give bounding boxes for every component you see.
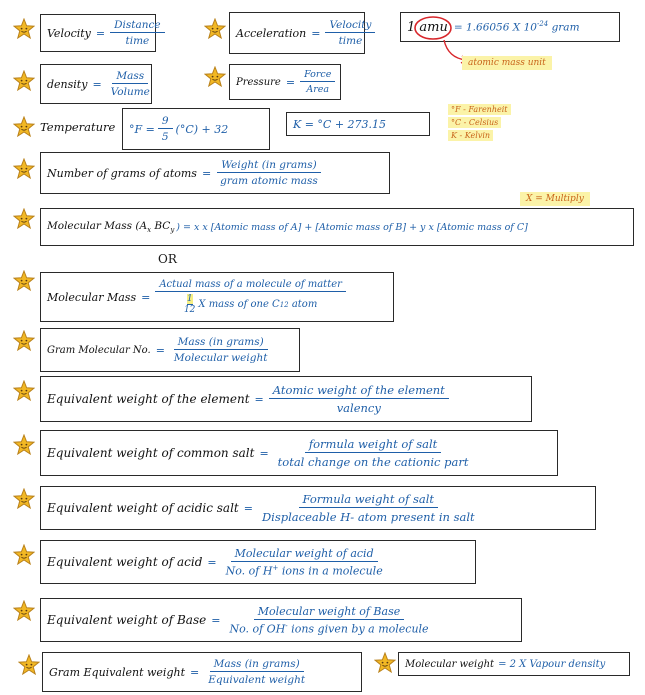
- or-text: OR: [158, 252, 177, 266]
- equivalent-weight-element-label: Equivalent weight of the element: [47, 392, 250, 406]
- star-icon: [13, 18, 35, 40]
- amu-annotation: atomic mass unit: [462, 56, 552, 70]
- pressure-denominator: Area: [306, 84, 330, 95]
- pressure-formula: [229, 64, 341, 100]
- star-icon: [13, 600, 35, 622]
- molecular-mass-label: Molecular Mass ($A_x$ $BC_y$: [47, 219, 175, 235]
- star-icon: [13, 208, 35, 230]
- star-icon: [204, 18, 226, 40]
- equivalent-weight-acid-label: Equivalent weight of acid: [47, 555, 203, 569]
- gram-molecular-numerator: Mass (in grams): [174, 336, 268, 350]
- velocity-numerator: Distance: [110, 19, 165, 33]
- molecular-mass-rhs: ) = x x [Atomic mass of A] + [Atomic mass of B] + y x [Atomic mass of C]: [176, 221, 528, 233]
- kelvin-formula: [286, 112, 430, 136]
- equals-sign: =: [254, 392, 264, 406]
- molecular-weight-rhs: = 2 X Vapour density: [498, 658, 606, 670]
- equivalent-weight-acid-denominator: No. of H+ ions in a molecule: [225, 563, 383, 578]
- equals-sign: =: [207, 555, 217, 569]
- equivalent-weight-acid-numerator: Molecular weight of acid: [231, 547, 378, 562]
- temp-legend-3: K - Kelvin: [448, 130, 493, 141]
- fahrenheit-formula: [122, 108, 270, 150]
- molecular-weight-label: Molecular weight: [405, 658, 495, 670]
- star-icon: [13, 544, 35, 566]
- density-numerator: Mass: [112, 70, 148, 84]
- molecular-mass-alt-numerator: Actual mass of a molecule of matter: [155, 279, 346, 292]
- gram-equivalent-numerator: Mass (in grams): [210, 658, 304, 672]
- multiply-note: X = Multiply: [520, 192, 590, 206]
- amu-value: = 1.66056 X $10^{-24}$ gram: [453, 20, 580, 34]
- molecular-mass-formula: [40, 208, 634, 246]
- equivalent-weight-salt-formula: [40, 430, 558, 476]
- acceleration-numerator: Velocity: [325, 19, 375, 33]
- fahrenheit-lhs: °F =: [129, 122, 155, 136]
- pressure-label: Pressure: [236, 76, 281, 88]
- equivalent-weight-salt-numerator: formula weight of salt: [305, 437, 441, 453]
- star-icon: [204, 66, 226, 88]
- equivalent-weight-element-denominator: valency: [336, 401, 381, 415]
- acceleration-formula: [229, 12, 372, 54]
- star-icon: [13, 158, 35, 180]
- molecular-mass-alt-formula: [40, 272, 394, 322]
- star-icon: [13, 380, 35, 402]
- equivalent-weight-element-numerator: Atomic weight of the element: [269, 383, 449, 399]
- molecular-weight-formula: [398, 652, 630, 676]
- star-icon: [13, 434, 35, 456]
- equivalent-weight-salt-denominator: total change on the cationic part: [277, 455, 469, 469]
- pressure-numerator: Force: [300, 69, 335, 82]
- star-icon: [13, 488, 35, 510]
- velocity-formula: [40, 14, 161, 52]
- equivalent-weight-salt-label: Equivalent weight of common salt: [47, 446, 255, 460]
- star-icon: [13, 116, 35, 138]
- density-denominator: Volume: [110, 86, 150, 98]
- grams-of-atoms-label: Number of grams of atoms: [47, 166, 197, 180]
- equivalent-weight-element-formula: [40, 376, 532, 422]
- gram-molecular-formula: [40, 328, 300, 372]
- molecular-mass-alt-denominator: 1 12 X mass of one C 12 atom: [183, 294, 318, 315]
- density-formula: [40, 64, 152, 104]
- temp-legend-1: °F - Farenheit: [448, 104, 511, 115]
- gram-equivalent-formula: [42, 652, 362, 692]
- equals-sign: =: [190, 665, 200, 679]
- acceleration-denominator: time: [338, 35, 363, 47]
- gram-equivalent-label: Gram Equivalent weight: [49, 665, 185, 679]
- fahrenheit-frac-den: 5: [161, 131, 169, 143]
- equals-sign: =: [259, 446, 269, 460]
- star-icon: [13, 270, 35, 292]
- amu-formula: [400, 12, 620, 42]
- kelvin-formula-text: K = °C + 273.15: [293, 117, 387, 131]
- gram-molecular-denominator: Molecular weight: [173, 352, 268, 364]
- star-icon: [374, 652, 396, 674]
- molecular-mass-alt-label: Molecular Mass: [47, 290, 137, 304]
- amu-term: 1 amu: [407, 20, 448, 35]
- equals-sign: =: [141, 290, 151, 304]
- star-icon: [13, 330, 35, 352]
- equals-sign: =: [155, 343, 165, 357]
- equivalent-weight-acidic-salt-numerator: Formula weight of salt: [299, 492, 439, 508]
- star-icon: [13, 70, 35, 92]
- equals-sign: =: [285, 75, 296, 89]
- equals-sign: =: [243, 501, 253, 515]
- equals-sign: =: [95, 26, 106, 40]
- star-icon: [18, 654, 40, 676]
- grams-of-atoms-denominator: gram atomic mass: [220, 175, 318, 187]
- equals-sign: =: [211, 613, 221, 627]
- density-label: density: [47, 77, 88, 91]
- equals-sign: =: [311, 26, 321, 40]
- equals-sign: =: [201, 166, 212, 180]
- acceleration-label: Acceleration: [236, 26, 307, 40]
- velocity-label: Velocity: [47, 26, 91, 40]
- equivalent-weight-acidic-salt-denominator: Displaceable H- atom present in salt: [261, 510, 475, 524]
- fahrenheit-rest: (°C) + 32: [175, 122, 229, 136]
- equivalent-weight-base-formula: [40, 598, 522, 642]
- velocity-denominator: time: [125, 35, 150, 47]
- equals-sign: =: [92, 77, 102, 91]
- equivalent-weight-acid-formula: [40, 540, 476, 584]
- temp-legend-2: °C - Celsius: [448, 117, 501, 128]
- gram-equivalent-denominator: Equivalent weight: [208, 674, 306, 686]
- equivalent-weight-base-numerator: Molecular weight of Base: [254, 605, 404, 620]
- equivalent-weight-base-denominator: No. of OH- ions given by a molecule: [229, 621, 429, 636]
- equivalent-weight-base-label: Equivalent weight of Base: [47, 613, 207, 627]
- grams-of-atoms-formula: [40, 152, 390, 194]
- fahrenheit-frac-num: 9: [158, 115, 173, 129]
- equivalent-weight-acidic-salt-formula: [40, 486, 596, 530]
- temperature-label: Temperature: [40, 120, 116, 134]
- grams-of-atoms-numerator: Weight (in grams): [217, 159, 321, 173]
- equivalent-weight-acidic-salt-label: Equivalent weight of acidic salt: [47, 501, 239, 515]
- gram-molecular-label: Gram Molecular No.: [47, 344, 151, 356]
